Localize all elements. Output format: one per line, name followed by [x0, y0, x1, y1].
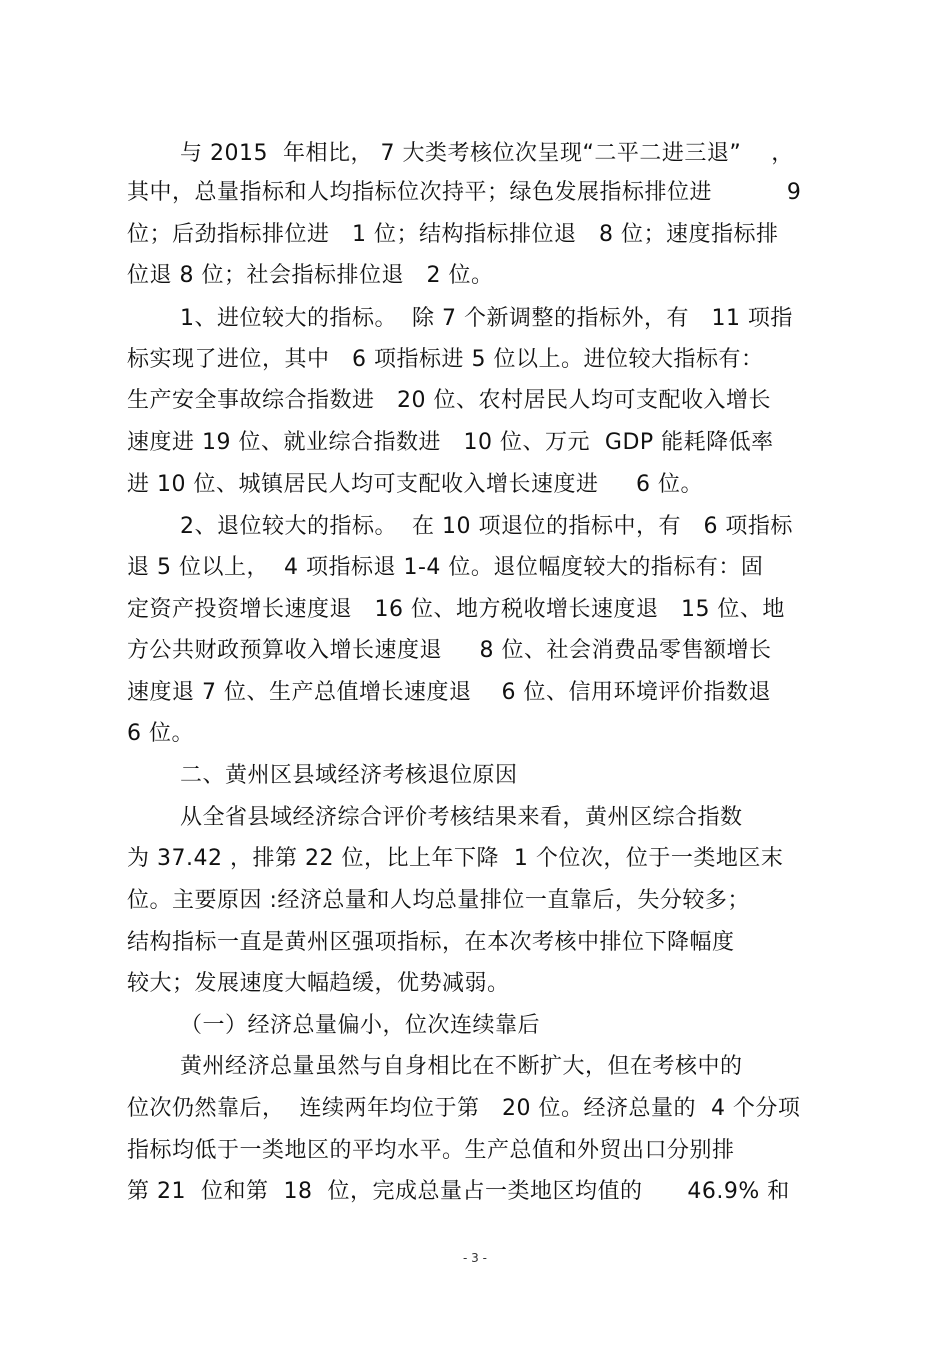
paragraph-line: 第 21 位和第 18 位，完成总量占一类地区均值的 46.9% 和	[127, 1179, 790, 1204]
paragraph-line: 进 10 位、城镇居民人均可支配收入增长速度进 6 位。	[127, 472, 703, 497]
paragraph-line: 指标均低于一类地区的平均水平。生产总值和外贸出口分别排	[127, 1138, 735, 1163]
section-heading: 二、黄州区县域经济考核退位原因	[180, 763, 518, 788]
paragraph-line: 速度退 7 位、生产总值增长速度退 6 位、信用环境评价指数退	[127, 680, 771, 705]
paragraph-line: 结构指标一直是黄州区强项指标，在本次考核中排位下降幅度	[127, 930, 735, 955]
subsection-heading: （一）经济总量偏小，位次连续靠后	[180, 1013, 541, 1038]
paragraph-line: 位；后劲指标排位进 1 位；结构指标排位退 8 位；速度指标排	[127, 222, 779, 247]
paragraph-line: 其中，总量指标和人均指标位次持平；绿色发展指标排位进 9	[127, 180, 802, 205]
paragraph-line: 位次仍然靠后， 连续两年均位于第 20 位。经济总量的 4 个分项	[127, 1096, 801, 1121]
paragraph-line: 位退 8 位；社会指标排位退 2 位。	[127, 263, 494, 288]
paragraph-line: 2、退位较大的指标。 在 10 项退位的指标中，有 6 项指标	[180, 514, 793, 539]
paragraph-line: 与 2015 年相比， 7 大类考核位次呈现“二平二进三退” ，	[180, 141, 794, 166]
paragraph-line: 1、进位较大的指标。 除 7 个新调整的指标外，有 11 项指	[180, 306, 793, 331]
paragraph-line: 为 37.42 ，排第 22 位，比上年下降 1 个位次，位于一类地区末	[127, 846, 784, 871]
paragraph-line: 方公共财政预算收入增长速度退 8 位、社会消费品零售额增长	[127, 638, 772, 663]
paragraph-line: 较大；发展速度大幅趋缓，优势减弱。	[127, 971, 510, 996]
paragraph-line: 定资产投资增长速度退 16 位、地方税收增长速度退 15 位、地	[127, 597, 785, 622]
paragraph-line: 6 位。	[127, 721, 194, 746]
paragraph-line: 退 5 位以上， 4 项指标退 1-4 位。退位幅度较大的指标有：固	[127, 555, 764, 580]
paragraph-line: 从全省县域经济综合评价考核结果来看，黄州区综合指数	[180, 805, 743, 830]
paragraph-line: 位。主要原因 :经济总量和人均总量排位一直靠后，失分较多；	[127, 888, 750, 913]
paragraph-line: 生产安全事故综合指数进 20 位、农村居民人均可支配收入增长	[127, 388, 771, 413]
page-number: - 3 -	[463, 1251, 487, 1265]
paragraph-line: 速度进 19 位、就业综合指数进 10 位、万元 GDP 能耗降低率	[127, 430, 774, 455]
paragraph-line: 黄州经济总量虽然与自身相比在不断扩大，但在考核中的	[180, 1054, 743, 1079]
paragraph-line: 标实现了进位，其中 6 项指标进 5 位以上。进位较大指标有：	[127, 347, 764, 372]
